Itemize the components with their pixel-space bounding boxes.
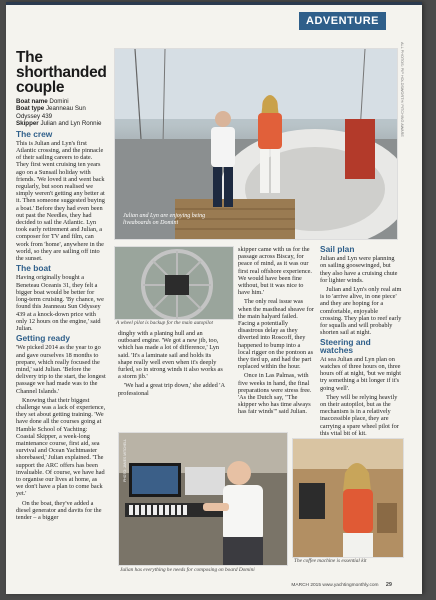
wheel-photo [114, 246, 234, 320]
boat-name-label: Boat name [16, 98, 48, 105]
boat-type-label: Boat type [16, 105, 45, 113]
desk-photo [118, 432, 288, 566]
desk-photo-credit: PHOTO: JAMES MITCHELL [123, 439, 127, 482]
coffee-photo-caption: The coffee machine is essential kit [294, 558, 367, 564]
mid-paragraph-2: 'We had a great trip down,' she added 'A professional [118, 382, 225, 397]
skipper: Julian and Lyn Ronnie [40, 120, 102, 128]
crew-paragraph: This is Julian and Lyn's first Atlantic crossing, and the pinnacle of their sailing careers to date. They first went cruising ten years ago on a Sunsail holiday with friends. 'We loved it and went back regularly, but soon realised we simply weren't getting any better at it. Then someone suggested buying a boat.' Before they had even been out past the Needles, they had decided to sail the Atlantic. Lyn took early retirement and Julian, a composer for TV and film, can work from 'home', anywhere in the world, so they are sailing off into the sunset. [16, 139, 105, 263]
sail-heading: Sail plan [320, 244, 355, 254]
watch-heading: Steering and watches [320, 337, 371, 355]
crew-heading: The crew [16, 128, 53, 139]
ready-paragraph-1: 'We picked 2014 as the year to go and gave ourselves 18 months to prepare, which really focused the mind,' said Julian. 'Before the delivery trip to the start, the longest passage we had made was to the Channel Islands.' [16, 344, 106, 395]
article-column-3 [238, 246, 314, 418]
article-column-4 [320, 246, 402, 439]
watch-paragraph-2: They will be relying heavily on their autopilot, but as the mechanism is in a relatively inaccessible place, they are carrying a spare wheel pilot for this vital bit of kit. [320, 393, 399, 437]
page-number: 29 [385, 582, 392, 588]
ready-paragraph-3: On the boat, they've added a diesel generator and davits for the tender – a bigger [16, 499, 102, 521]
main-photo-caption: Julian and Lyn are enjoying being liveaboards on Domini [123, 213, 206, 226]
wheel-pilot-image [115, 247, 233, 319]
sailing-couple-image [115, 49, 397, 239]
article-column-2 [118, 330, 226, 399]
page-footer [291, 582, 392, 588]
sail-paragraph-1: Julian and Lyn were planning on sailing goosewinged, but they also have a cruising chute for lighter winds. [320, 255, 398, 284]
boat-name: Domini [49, 98, 69, 105]
sail-paragraph-2: Julian and Lyn's only real aim is to 'arrive alive, in one piece' and they are hoping for a comfortable, enjoyable crossing. They plan to reef early for squalls and will probably shorten sail at night. [320, 286, 402, 337]
boat-paragraph: Having originally bought a Beneteau Oceanis 31, they felt a bigger boat would be better for long-term cruising. 'By chance, we found this Jeanneau Sun Odyssey 439 at a knock-down price with only 12 hours on the engine,' said Julian. [16, 274, 104, 332]
skipper-paragraph-2: The only real issue was when the masthead sheave for the main halyard failed. Facing a potentially disastrous delay as they diverted into Roscoff, they happened to bump into a local rigger on the pontoon as they tied up, and had the part replaced within the hour. [238, 298, 314, 371]
article-title [16, 50, 106, 95]
skipper-paragraph-3: Once in Las Palmas, with five weeks in hand, the final preparations were stress free. 'As the Dutch say, "The skipper who has time always has fair winds"' said Julian. [238, 372, 312, 416]
ready-heading: Getting ready [16, 333, 70, 344]
wheel-photo-caption: A wheel pilot is backup for the main autopilot [116, 320, 214, 326]
desk-photo-caption: Julian has everything he needs for composing on board Domini [120, 567, 255, 573]
section-tab: ADVENTURE [299, 12, 386, 30]
mid-paragraph-1: dinghy with a planing hull and an outboard engine. 'We got a new jib, too, which has made a lot of difference,' Lyn said. 'It's a laminate sail and holds its shape really well even when it's deeply furled, so in strong winds it also works as a storm jib.' [118, 330, 223, 381]
composing-desk-image [119, 433, 287, 565]
photo-credit: ALL PHOTOS: PIP HOLDSWORTH/ PITCHING AWARE [400, 42, 404, 137]
watch-paragraph-1: At sea Julian and Lyn plan on watches of three hours on, three hours off at night, 'but we might try something a bit longer if it's going well'. [320, 355, 401, 392]
coffee-photo [292, 438, 404, 558]
skipper-paragraph-1: skipper came with us for the passage across Biscay, for peace of mind, as it was our first real offshore experience. We would have been fine without, but it was nice to have him.' [238, 246, 313, 297]
coffee-machine-image [293, 439, 403, 557]
top-bar [6, 2, 422, 5]
ready-paragraph-2: Knowing that their biggest challenge was a lack of experience, they set about getting training. 'We have done all the courses going at Hamble School of Yachting: Coastal Skipper, a week-long maintenance course, first aid, sea survival and Ocean Yachtmaster shorebased,' Julian explained. 'The support the ARC offers has been invaluable. Of course, we have had to organise our lives at home, as we don't have a plan to come back yet.' [16, 396, 106, 498]
article-column-1 [16, 50, 106, 523]
main-photo [114, 48, 398, 240]
magazine-page [6, 2, 422, 594]
skipper-label: Skipper [16, 120, 39, 128]
title-line-1: The shorthanded [16, 49, 107, 81]
website: www.yachtingmonthly.com [322, 583, 379, 588]
boat-info [16, 98, 106, 128]
boat-heading: The boat [16, 263, 51, 274]
issue-date: MARCH 2015 [291, 583, 322, 588]
boat-type: Jeanneau Sun Odyssey 439 [16, 105, 86, 120]
title-line-2: couple [16, 79, 65, 96]
